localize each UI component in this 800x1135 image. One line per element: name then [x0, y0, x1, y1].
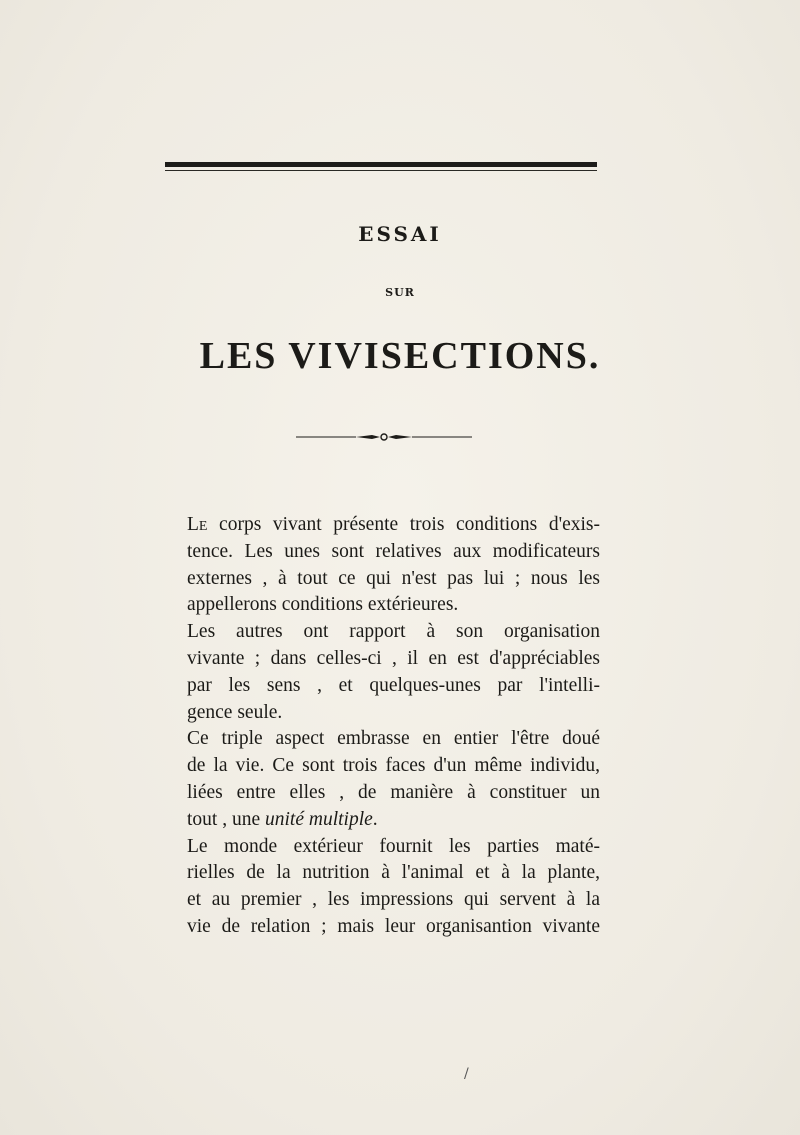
- title-sur: SUR: [385, 286, 415, 299]
- text-line: tence. Les unes sont relatives aux modificateurs: [187, 540, 600, 562]
- text-line: gence seule.: [187, 701, 283, 723]
- text-line: rielles de la nutrition à l'animal et à la plante,: [187, 862, 600, 884]
- text-line: appellerons conditions extérieures.: [187, 594, 459, 616]
- text-line: Le corps vivant présente trois conditions d'exis-: [187, 514, 600, 535]
- top-double-rule: [165, 162, 597, 175]
- body-text: [167, 512, 600, 941]
- text-line: tout , une unité multiple.: [187, 808, 378, 830]
- text-line: Les autres ont rapport à son organisation: [187, 621, 600, 643]
- text-line: vie de relation ; mais leur organisantion vivante: [187, 915, 600, 937]
- text-line: Ce triple aspect embrasse en entier l'être doué: [187, 728, 600, 750]
- title-essai: ESSAI: [358, 222, 442, 246]
- text-line: liées entre elles , de manière à constituer un: [187, 781, 600, 803]
- text-line: de la vie. Ce sont trois faces d'un même individu,: [187, 755, 600, 777]
- text-line: et au premier , les impressions qui servent à la: [187, 889, 600, 911]
- text-line: externes , à tout ce qui n'est pas lui ; nous les: [187, 567, 600, 589]
- paragraph-3: [167, 726, 600, 833]
- paragraph-1: [167, 512, 600, 619]
- page-title: LES VIVISECTIONS.: [199, 335, 601, 377]
- page-mark: /: [464, 1066, 469, 1082]
- paragraph-2: [167, 619, 600, 726]
- text-line: Le monde extérieur fournit les parties maté-: [187, 835, 600, 857]
- thin-rule-line: [165, 170, 597, 171]
- ornament-divider: [296, 430, 472, 444]
- paragraph-4: [167, 834, 600, 941]
- thick-rule-line: [165, 162, 597, 167]
- text-line: par les sens , et quelques-unes par l'intelli-: [187, 674, 600, 696]
- text-line: vivante ; dans celles-ci , il en est d'appréciables: [187, 647, 600, 669]
